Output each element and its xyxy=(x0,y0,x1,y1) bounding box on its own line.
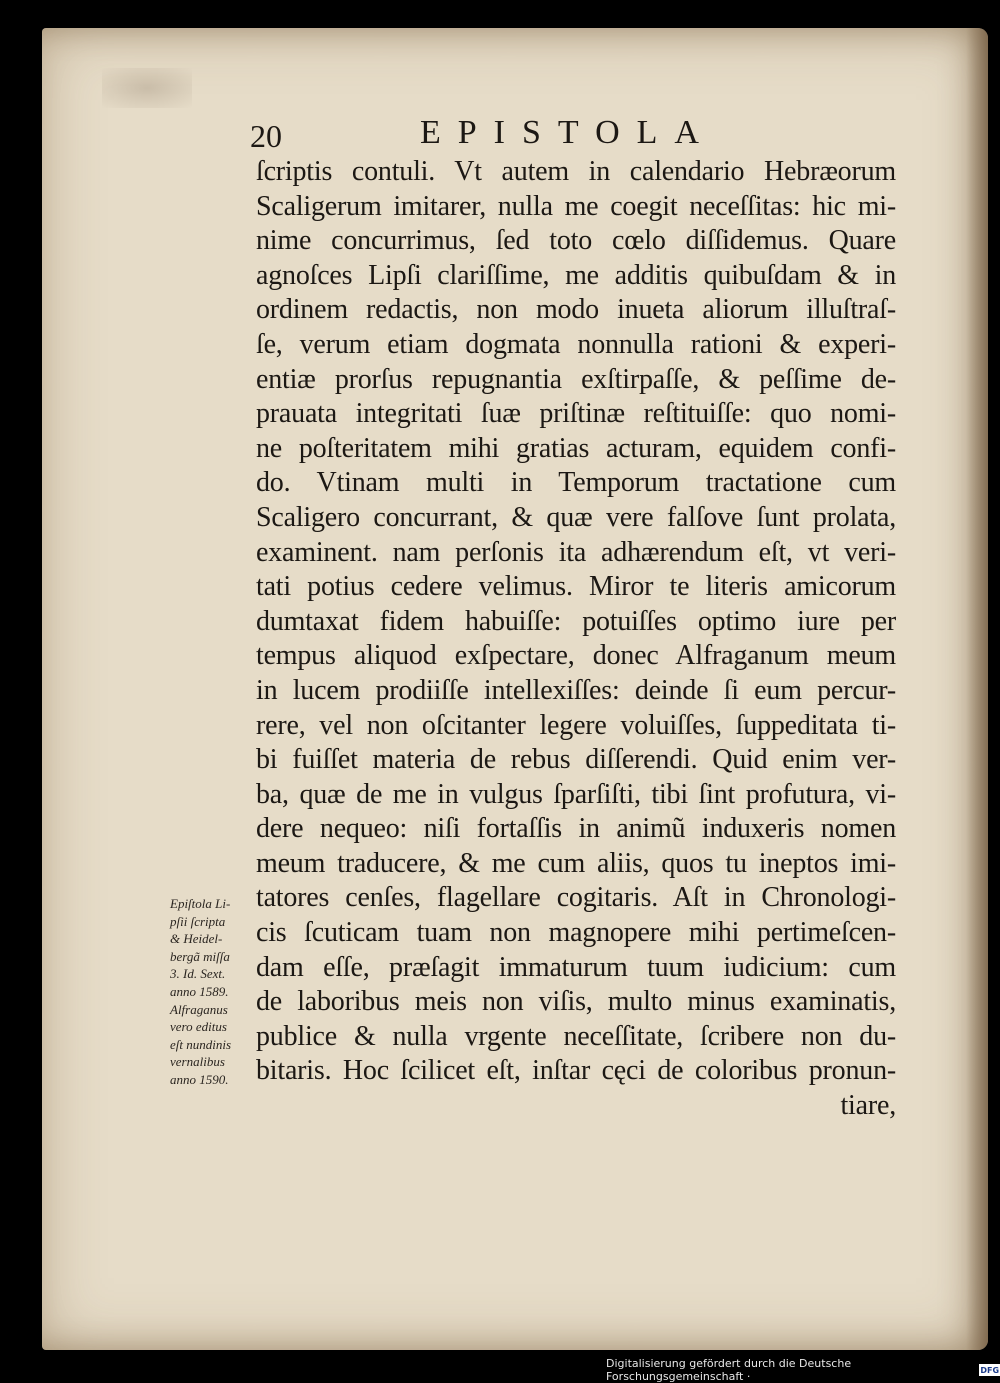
body-line: dam eſſe, præſagit immaturum tuum iudicium: cum xyxy=(256,951,896,983)
body-line: tempus aliquod exſpectare, donec Alfraganum meum xyxy=(256,640,896,672)
marginal-line: anno 1589. xyxy=(170,983,229,999)
marginal-line: vero editus xyxy=(170,1019,227,1035)
body-line: nime concurrimus, ſed toto cœlo diſſidemus. Quare xyxy=(256,225,896,257)
body-line: prauata integritati ſuæ priſtinæ reſtituiſſe: quo nomi- xyxy=(256,398,896,430)
running-head: EPISTOLA xyxy=(420,114,716,151)
body-line: ſcriptis contuli. Vt autem in calendario Hebræorum xyxy=(256,156,896,187)
catchword: tiare, xyxy=(840,1090,896,1122)
body-line: do. Vtinam multi in Temporum tractatione cum xyxy=(256,467,896,499)
marginal-line: eſt nundinis xyxy=(170,1036,232,1052)
funding-footer xyxy=(606,1357,1000,1383)
marginal-line: Epiſtola Li- xyxy=(170,896,231,911)
body-line: ordinem redactis, non modo inueta aliorum illuſtraſ- xyxy=(256,294,896,326)
body-line: meum traducere, & me cum aliis, quos tu ineptos imi- xyxy=(256,847,896,879)
dfg-logo-icon: DFG xyxy=(980,1365,1000,1375)
marginal-line: Alfraganus xyxy=(170,1001,228,1017)
marginal-line: pſii ſcripta xyxy=(170,913,226,929)
page-edge-shadow xyxy=(966,28,988,1350)
marginal-line: anno 1590. xyxy=(170,1071,229,1087)
body-line: tatores cenſes, flagellare cogitaris. Aſt in Chronologi- xyxy=(256,882,896,914)
body-line: examinent. nam perſonis ita adhærendum eſt, vt veri- xyxy=(256,536,896,568)
marginal-line: 3. Id. Sext. xyxy=(170,966,226,982)
body-line: de laboribus meis non viſis, multo minus examinatis, xyxy=(256,986,896,1018)
body-line: publice & nulla vrgente neceſſitate, ſcribere non du- xyxy=(256,1020,896,1052)
body-line: Scaligerum imitarer, nulla me coegit neceſſitas: hic mi- xyxy=(256,190,896,222)
body-line: entiæ prorſus repugnantia exſtirpaſſe, & peſſime de- xyxy=(256,363,896,395)
funding-text: Digitalisierung gefördert durch die Deutsche Forschungsgemeinschaft · xyxy=(606,1357,852,1383)
body-line: Scaligero concurrant, & quæ vere falſove ſunt prolata, xyxy=(256,501,896,533)
body-text xyxy=(256,155,896,1124)
body-line: ba, quæ de me in vulgus ſparſiſti, tibi ſint profutura, vi- xyxy=(256,778,896,810)
marginal-line: bergã miſſa xyxy=(170,948,230,964)
body-line: cis ſcuticam tuam non magnopere mihi pertimeſcen- xyxy=(256,917,896,949)
page-stain xyxy=(102,68,192,108)
body-line: rere, vel non oſcitanter legere voluiſſes, ſuppeditata ti- xyxy=(256,709,896,741)
body-line: dumtaxat fidem habuiſſe: potuiſſes optimo iure per xyxy=(256,605,896,637)
body-line: bitaris. Hoc ſcilicet eſt, inſtar cęci de coloribus pronun- xyxy=(256,1055,896,1087)
body-line: ſe, verum etiam dogmata nonnulla rationi & experi- xyxy=(256,328,896,360)
marginal-line: & Heidel- xyxy=(170,931,223,947)
body-line: ne poſteritatem mihi gratias acturam, equidem confi- xyxy=(256,432,896,464)
marginal-note xyxy=(170,895,262,1089)
marginal-line: vernalibus xyxy=(170,1054,225,1070)
body-line: dere nequeo: niſi fortaſſis in animũ induxeris nomen xyxy=(256,813,896,845)
body-line: tati potius cedere velimus. Miror te literis amicorum xyxy=(256,571,896,603)
body-line: bi fuiſſet materia de rebus diſſerendi. Quid enim ver- xyxy=(256,744,896,776)
body-line: agnoſces Lipſi clariſſime, me additis quibuſdam & in xyxy=(256,259,896,291)
body-line: in lucem prodiiſſe intellexiſſes: deinde ſi eum percur- xyxy=(256,674,896,706)
page-number: 20 xyxy=(250,118,282,154)
